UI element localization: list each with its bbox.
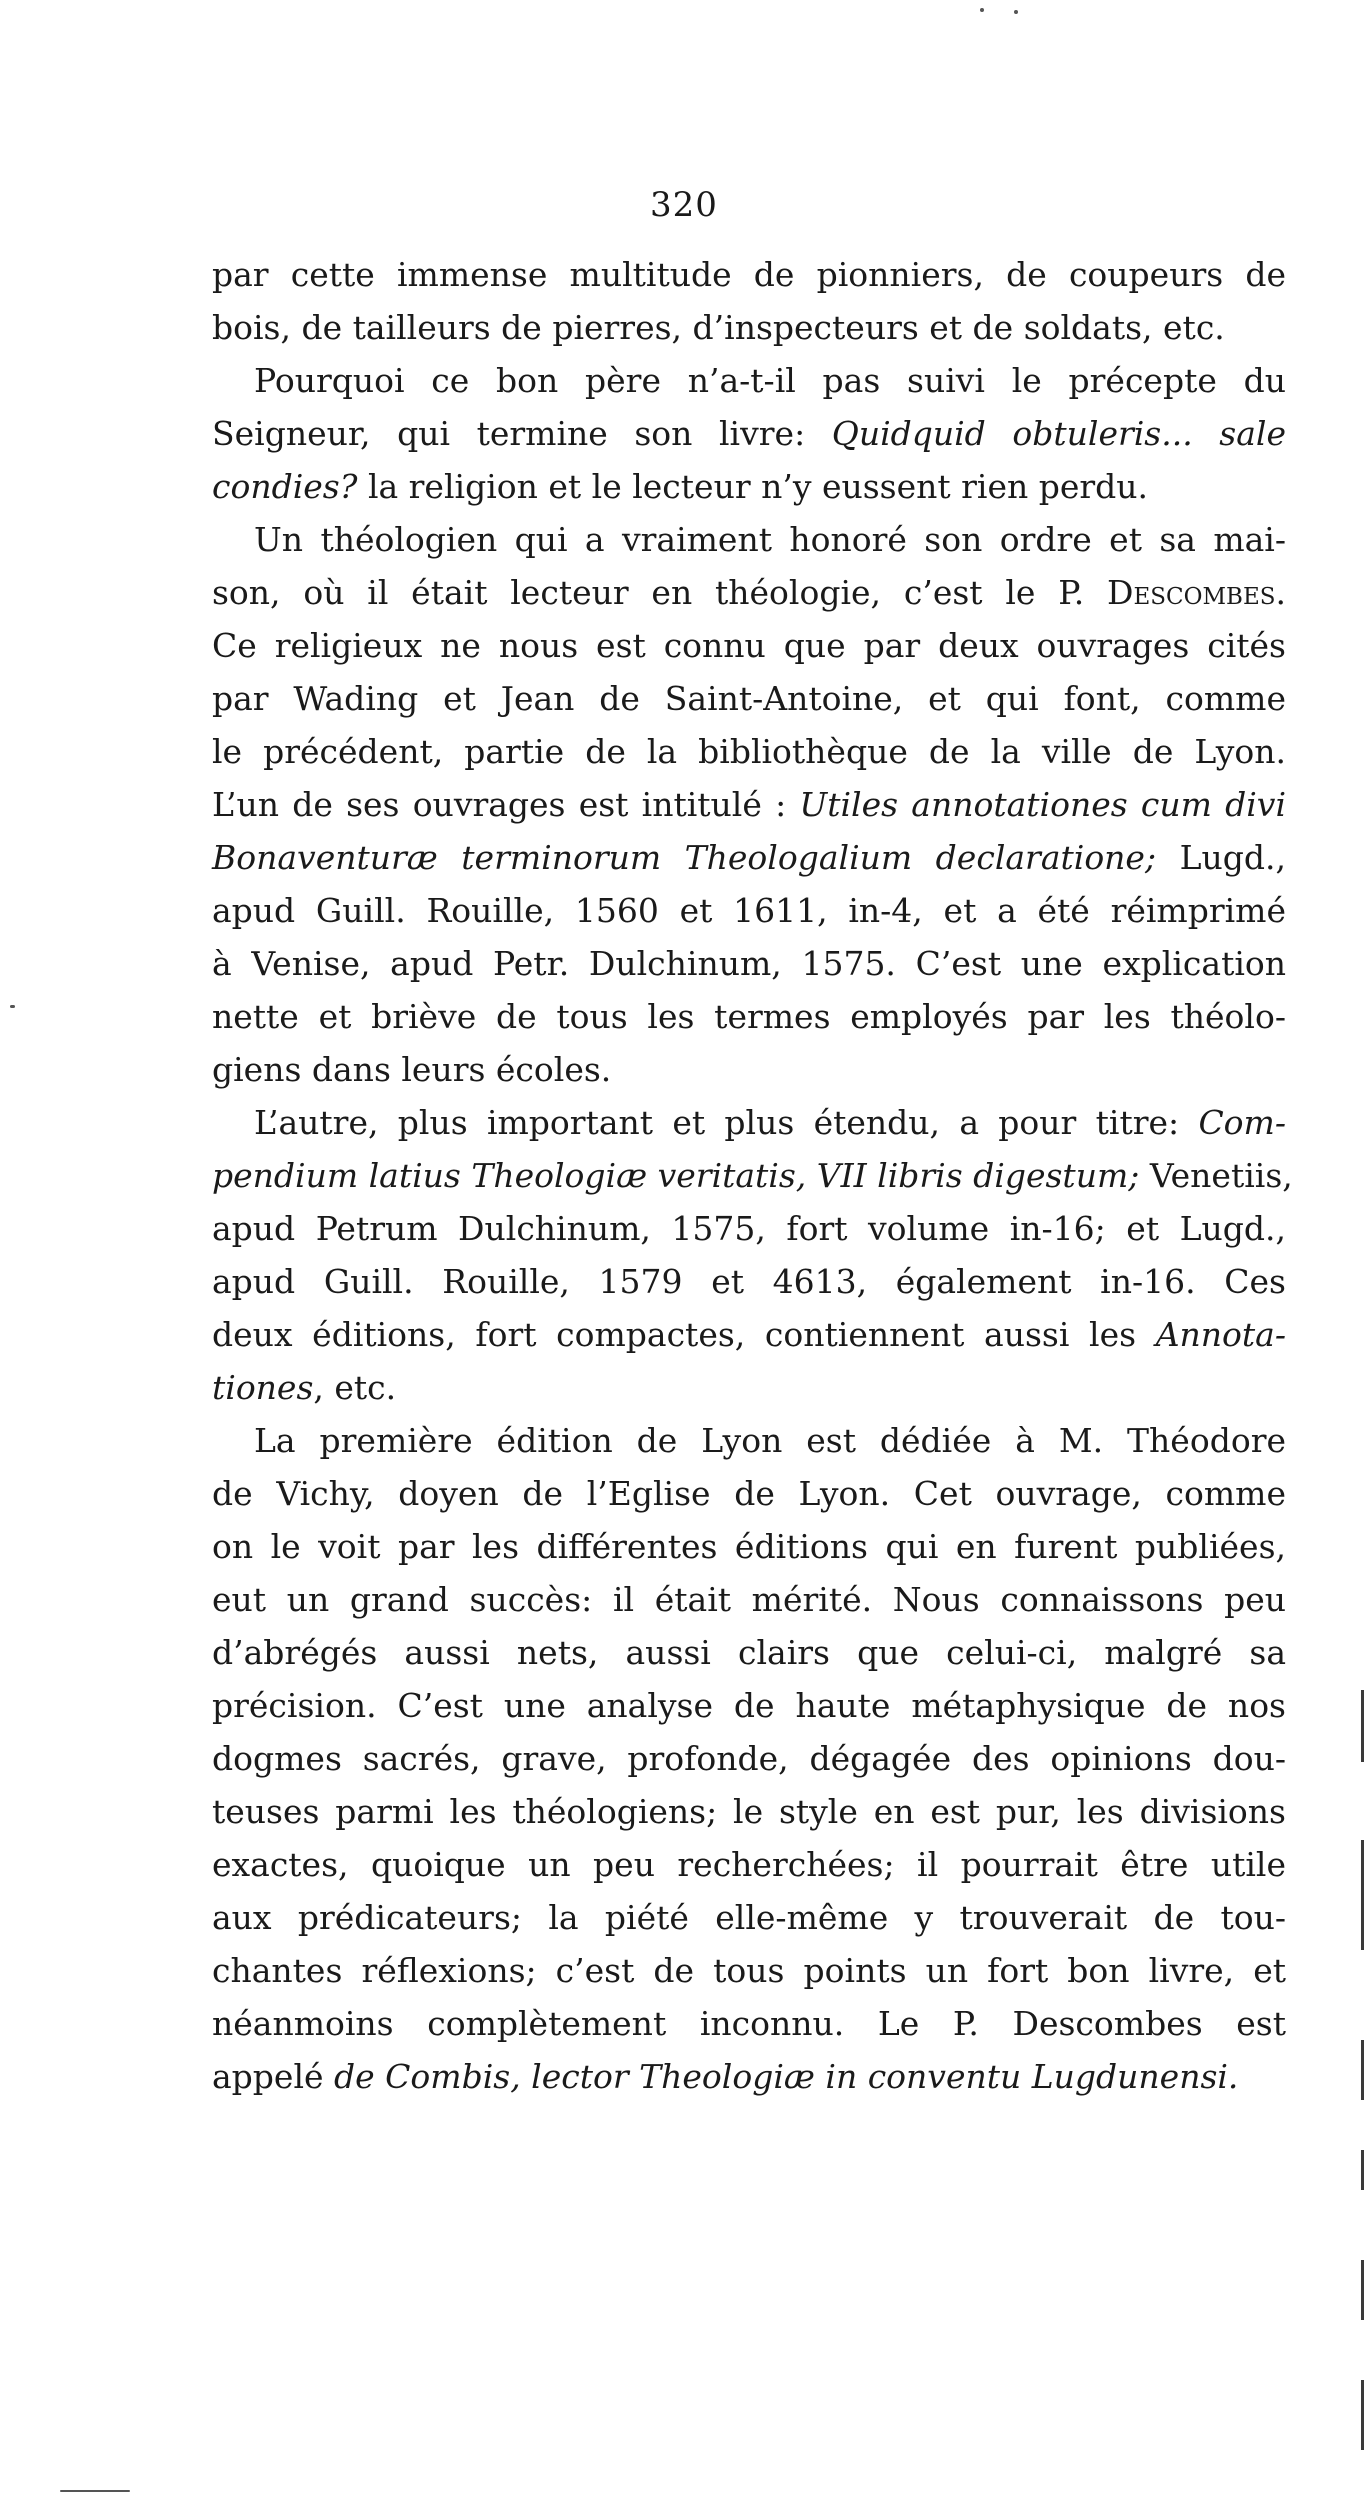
text-line: La première édition de Lyon est dédiée à M. Théodore xyxy=(254,1421,1286,1460)
text-line: à Venise, apud Petr. Dulchinum, 1575. C’est une explication xyxy=(212,944,1286,983)
text-line: chantes réflexions; c’est de tous points un fort bon livre, et xyxy=(212,1951,1286,1990)
scan-speck xyxy=(60,2490,130,2492)
text-line: apud Guill. Rouille, 1579 et 4613, également in-16. Ces xyxy=(212,1262,1286,1301)
italic-segment: tiones xyxy=(212,1368,314,1407)
text-line xyxy=(212,460,1286,513)
text-line xyxy=(212,1308,1286,1361)
text-segment: appelé xyxy=(212,2057,335,2096)
text-line xyxy=(212,1096,1286,1149)
text-line: nette et briève de tous les termes employés par les théolo- xyxy=(212,997,1286,1036)
text-segment: , etc. xyxy=(313,1368,397,1407)
text-line xyxy=(212,778,1286,831)
text-line xyxy=(212,407,1286,460)
italic-segment: Bonaventuræ terminorum Theologalium declaratione; xyxy=(212,838,1157,877)
paragraph xyxy=(212,248,1286,354)
scan-speck xyxy=(980,8,984,12)
small-caps-name: Descombes. xyxy=(1107,573,1286,612)
scan-margin-line xyxy=(1361,2040,1364,2100)
text-segment: la religion et le lecteur n’y eussent rien perdu. xyxy=(357,467,1149,506)
italic-segment: pendium latius Theologiæ veritatis, VII libris digestum; xyxy=(212,1156,1140,1195)
scan-margin-line xyxy=(1361,2380,1364,2450)
scan-margin-line xyxy=(1361,1690,1364,1762)
text-segment: L’autre, plus important et plus étendu, a pour titre: xyxy=(254,1103,1199,1142)
text-segment: Seigneur, qui termine son livre: xyxy=(212,414,832,453)
italic-segment: condies? xyxy=(212,467,358,506)
text-line: le précédent, partie de la bibliothèque de la ville de Lyon. xyxy=(212,732,1286,771)
text-line: Pourquoi ce bon père n’a-t-il pas suivi le précepte du xyxy=(254,361,1286,400)
text-line: eut un grand succès: il était mérité. Nous connaissons peu xyxy=(212,1580,1286,1619)
paragraph xyxy=(212,1096,1293,1414)
text-line xyxy=(212,2050,1286,2103)
scan-margin-line xyxy=(1361,1840,1364,1950)
text-line: aux prédicateurs; la piété elle-même y trouverait de tou- xyxy=(212,1898,1286,1937)
text-line: apud Guill. Rouille, 1560 et 1611, in-4, et a été réimprimé xyxy=(212,891,1286,930)
text-line: apud Petrum Dulchinum, 1575, fort volume in-16; et Lugd., xyxy=(212,1209,1286,1248)
text-line xyxy=(212,831,1286,884)
text-line: Un théologien qui a vraiment honoré son ordre et sa mai- xyxy=(254,520,1286,559)
page-number: 320 xyxy=(650,185,718,225)
italic-segment: Com- xyxy=(1198,1103,1286,1142)
text-segment: Venetiis, xyxy=(1139,1156,1293,1195)
body-text xyxy=(212,248,1293,2103)
scan-speck xyxy=(1014,10,1018,14)
text-line: néanmoins complètement inconnu. Le P. Descombes est xyxy=(212,2004,1286,2043)
scan-margin-line xyxy=(1361,2150,1364,2190)
text-line: exactes, quoique un peu recherchées; il pourrait être utile xyxy=(212,1845,1286,1884)
text-line: bois, de tailleurs de pierres, d’inspecteurs et de soldats, etc. xyxy=(212,308,1225,347)
italic-segment: Quidquid obtuleris... sale xyxy=(831,414,1286,453)
text-line: dogmes sacrés, grave, profonde, dégagée des opinions dou- xyxy=(212,1739,1286,1778)
text-segment: Lugd., xyxy=(1156,838,1286,877)
text-line xyxy=(212,1149,1293,1202)
text-line: d’abrégés aussi nets, aussi clairs que celui-ci, malgré sa xyxy=(212,1633,1286,1672)
text-line: giens dans leurs écoles. xyxy=(212,1050,612,1089)
text-line: on le voit par les différentes éditions qui en furent publiées, xyxy=(212,1527,1286,1566)
text-line xyxy=(212,566,1286,619)
scan-margin-line xyxy=(1361,2260,1364,2320)
italic-segment: Annota- xyxy=(1155,1315,1286,1354)
scan-speck xyxy=(10,1005,15,1008)
text-segment: deux éditions, fort compactes, contiennent aussi les xyxy=(212,1315,1156,1354)
paragraph xyxy=(212,513,1286,1096)
text-segment: son, où il était lecteur en théologie, c’est le P. xyxy=(212,573,1108,612)
text-line: teuses parmi les théologiens; le style en est pur, les divisions xyxy=(212,1792,1286,1831)
text-line: de Vichy, doyen de l’Eglise de Lyon. Cet ouvrage, comme xyxy=(212,1474,1286,1513)
paragraph xyxy=(212,354,1286,513)
text-line xyxy=(212,1361,1286,1414)
paragraph xyxy=(212,1414,1286,2103)
italic-segment: de Combis, lector Theologiæ in conventu Lugdunensi. xyxy=(334,2057,1239,2096)
text-line: précision. C’est une analyse de haute métaphysique de nos xyxy=(212,1686,1286,1725)
text-segment: L’un de ses ouvrages est intitulé : xyxy=(212,785,800,824)
text-line: par Wading et Jean de Saint-Antoine, et qui font, comme xyxy=(212,679,1286,718)
text-line: par cette immense multitude de pionniers, de coupeurs de xyxy=(212,255,1286,294)
text-line: Ce religieux ne nous est connu que par deux ouvrages cités xyxy=(212,626,1286,665)
italic-segment: Utiles annotationes cum divi xyxy=(799,785,1286,824)
